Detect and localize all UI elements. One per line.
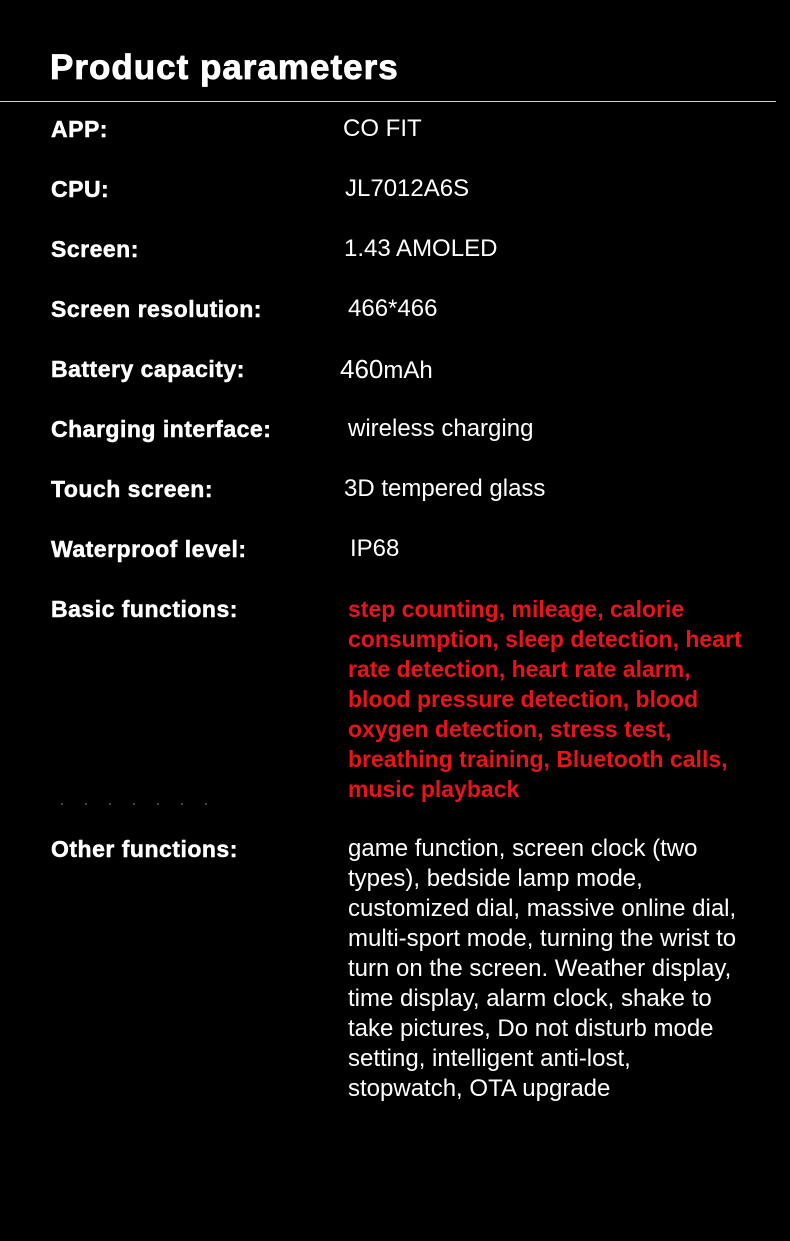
param-value: JL7012A6S — [345, 175, 470, 202]
param-label: CPU: — [51, 176, 110, 202]
param-value: 1.43 AMOLED — [344, 235, 498, 262]
param-label: APP: — [51, 116, 108, 142]
title-divider — [0, 101, 776, 102]
param-label: Basic functions: — [51, 596, 238, 622]
dotted-separator — [50, 803, 222, 805]
param-label: Screen: — [51, 236, 139, 262]
param-label: Screen resolution: — [51, 296, 262, 322]
page-title: Product parameters — [50, 48, 399, 87]
param-label: Other functions: — [51, 836, 238, 862]
param-label: Charging interface: — [51, 416, 272, 442]
param-value — [340, 354, 433, 386]
param-label: Battery capacity: — [51, 356, 245, 382]
param-value: IP68 — [350, 535, 400, 562]
param-label: Waterproof level: — [51, 536, 247, 562]
param-value-highlight: step counting, mileage, calorie consumption, sleep detection, heart rate detection, heart rate alarm, blood pressure detection, blood oxygen detection, stress test, breathing training, Bluetooth calls, music playback — [348, 596, 742, 802]
battery-number: 460 — [340, 354, 384, 384]
param-value: CO FIT — [343, 115, 422, 142]
param-value: wireless charging — [348, 415, 534, 442]
param-value: 466*466 — [348, 295, 438, 322]
param-value: game function, screen clock (two types), bedside lamp mode, customized dial, massive online dial, multi-sport mode, turning the wrist to turn on the screen. Weather display, time display, alarm clock, shake to take pictures, Do not disturb mode setting, intelligent anti-lost, stopwatch, OTA upgrade — [348, 835, 737, 1102]
param-label: Touch screen: — [51, 476, 213, 502]
battery-unit: mAh — [383, 357, 433, 384]
param-value: 3D tempered glass — [344, 475, 546, 502]
